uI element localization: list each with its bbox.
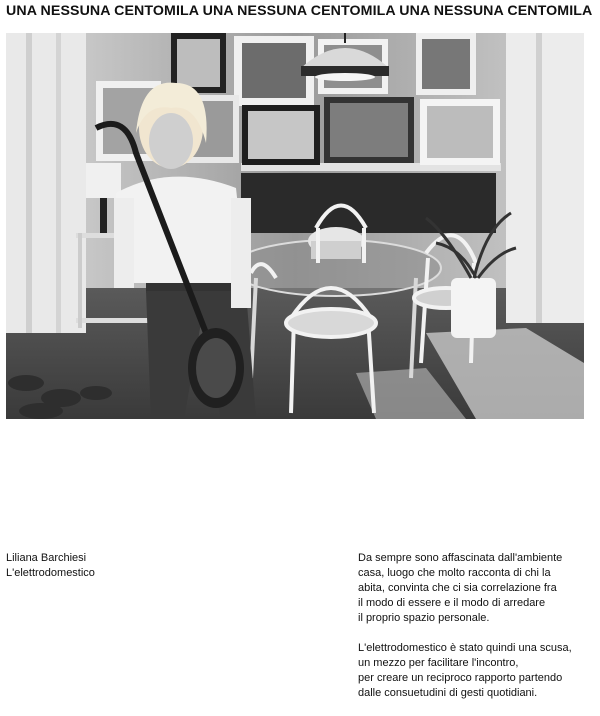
paragraph-1-line: casa, luogo che molto racconta di chi la [358, 567, 551, 579]
description-text [358, 551, 594, 716]
title-banner: UNA NESSUNA CENTOMILA UNA NESSUNA CENTOMILA UNA NESSUNA CENTOMILA [6, 3, 593, 19]
paragraph-2-line: per creare un reciproco rapporto partendo [358, 672, 563, 684]
author-name: Liliana Barchiesi [6, 552, 87, 564]
paragraph-2-line: L'elettrodomestico è stato quindi una scusa, [358, 642, 572, 654]
photograph [6, 33, 584, 419]
work-title: L'elettrodomestico [6, 567, 95, 579]
paragraph-2-line: un mezzo per facilitare l'incontro, [358, 657, 519, 669]
paragraph-2 [358, 641, 594, 701]
paragraph-1-line: Da sempre sono affascinata dall'ambiente [358, 552, 563, 564]
plant-pot [451, 278, 496, 338]
paragraph-1 [358, 551, 594, 626]
curtain-right [506, 33, 584, 323]
curtain-left [6, 33, 86, 333]
paragraph-1-line: il proprio spazio personale. [358, 612, 490, 624]
paragraph-2-line: dalle consuetudini di gesti quotidiani. [358, 687, 538, 699]
paragraph-1-line: il modo di essere e il modo di arredare [358, 597, 546, 609]
paragraph-1-line: abita, convinta che ci sia correlazione fra [358, 582, 557, 594]
photo-caption [6, 551, 95, 581]
